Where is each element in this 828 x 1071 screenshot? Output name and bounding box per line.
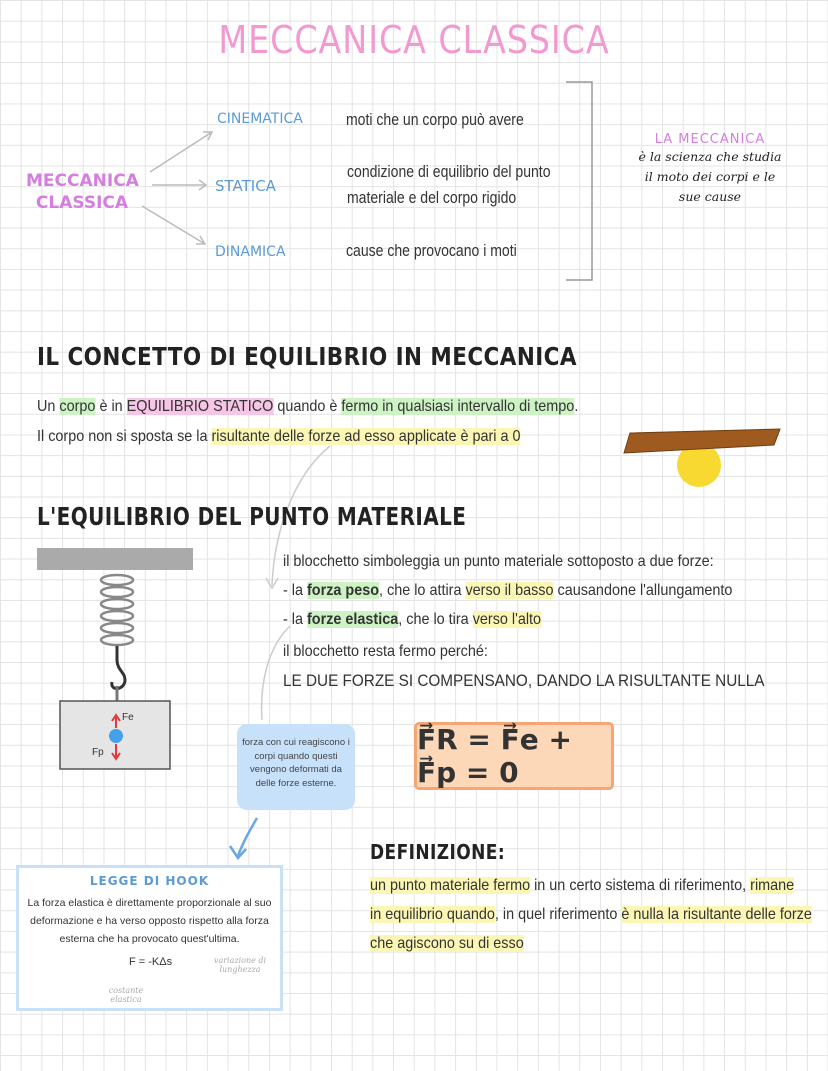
section1-heading: IL CONCETTO DI EQUILIBRIO IN MECCANICA (37, 342, 577, 371)
text: causandone l'allungamento (553, 582, 733, 599)
highlight-alto: verso l'alto (472, 611, 542, 628)
desc-text: materiale e del corpo rigido (347, 189, 517, 207)
branch-dinamica: DINAMICA (215, 244, 286, 260)
highlight: un punto materiale fermo (370, 877, 531, 894)
side-note-line: è la scienza che studia (638, 149, 782, 164)
text: in un certo sistema di riferimento, (530, 877, 751, 894)
branch-statica: STATICA (215, 177, 276, 195)
definition-l1 (370, 871, 794, 901)
tree-root-line1: MECCANICA (26, 171, 139, 191)
force-fe-label: Fe (122, 712, 134, 723)
desc-text: moti che un corpo può avere (346, 111, 524, 129)
highlight: è nulla la risultante delle forze (621, 906, 812, 923)
section2-l3 (283, 605, 541, 635)
spring-block-illustration (30, 540, 210, 775)
text: Il corpo non si sposta se la (37, 428, 212, 445)
page-title: MECCANICA CLASSICA (218, 18, 610, 62)
highlight: che agiscono su di esso (370, 935, 524, 952)
desc-text: condizione di equilibrio del punto (347, 163, 551, 181)
definition-l3 (370, 929, 524, 959)
section2-heading: L'EQUILIBRIO DEL PUNTO MATERIALE (37, 502, 467, 531)
tree-root-line2: CLASSICA (35, 193, 129, 213)
highlight-corpo: corpo (59, 398, 96, 415)
text: , che lo attira (379, 582, 466, 599)
formula-text: F⃗R = F⃗e + F⃗p = 0 (417, 723, 572, 789)
definition-heading: DEFINIZIONE: (370, 840, 506, 864)
text: quando è (273, 398, 342, 415)
text: , che lo tira (398, 611, 473, 628)
hook-law-title: LEGGE DI HOOK (89, 874, 210, 888)
highlight-fermo: fermo in qualsiasi intervallo di tempo (341, 398, 575, 415)
hook-law-text: La forza elastica è direttamente proporzionale al suo deformazione e ha verso opposto rispetto alla forza esterna che ha provocato quest'ultima. (27, 897, 272, 945)
section2-l5: LE DUE FORZE SI COMPENSANO, DANDO LA RISULTANTE NULLA (283, 671, 765, 690)
side-note-line: il moto dei corpi e le (644, 169, 776, 184)
elastic-force-callout: forza con cui reagiscono i corpi quando questi vengono deformati da delle forze esterne. (237, 724, 355, 810)
hook-variation-note: variazione di lunghezza (213, 956, 267, 974)
hook-law-formula: F = -KΔs (129, 956, 173, 968)
force-fp-label: Fp (92, 747, 104, 758)
text: è in (95, 398, 127, 415)
formula-box (414, 722, 614, 790)
text: - la (283, 582, 308, 599)
highlight-equilibrio: EQUILIBRIO STATICO (126, 398, 274, 415)
hook-constant-note: costante elastica (108, 986, 144, 1004)
highlight-forza-peso: forza peso (307, 582, 380, 599)
text: , in quel riferimento (494, 906, 622, 923)
section2-l1: il blocchetto simboleggia un punto materiale sottoposto a due forze: (283, 553, 714, 570)
text: Un (37, 398, 60, 415)
highlight: rimane (750, 877, 795, 894)
definition-l2 (370, 900, 812, 930)
section2-l4: il blocchetto resta fermo perché: (283, 643, 488, 660)
branch-cinematica: CINEMATICA (217, 111, 303, 127)
text: . (574, 398, 579, 415)
hook-law-box (16, 865, 283, 1011)
side-note-title: LA MECCANICA (654, 132, 766, 147)
text: - la (283, 611, 308, 628)
highlight-forza-elastica: forze elastica (307, 611, 399, 628)
highlight-basso: verso il basso (465, 582, 554, 599)
highlight-risultante: risultante delle forze ad esso applicate è pari a 0 (211, 428, 521, 445)
section2-l2 (283, 576, 732, 606)
desc-text: cause che provocano i moti (346, 242, 517, 260)
highlight: in equilibrio quando (370, 906, 495, 923)
side-note-line: sue cause (678, 189, 742, 204)
